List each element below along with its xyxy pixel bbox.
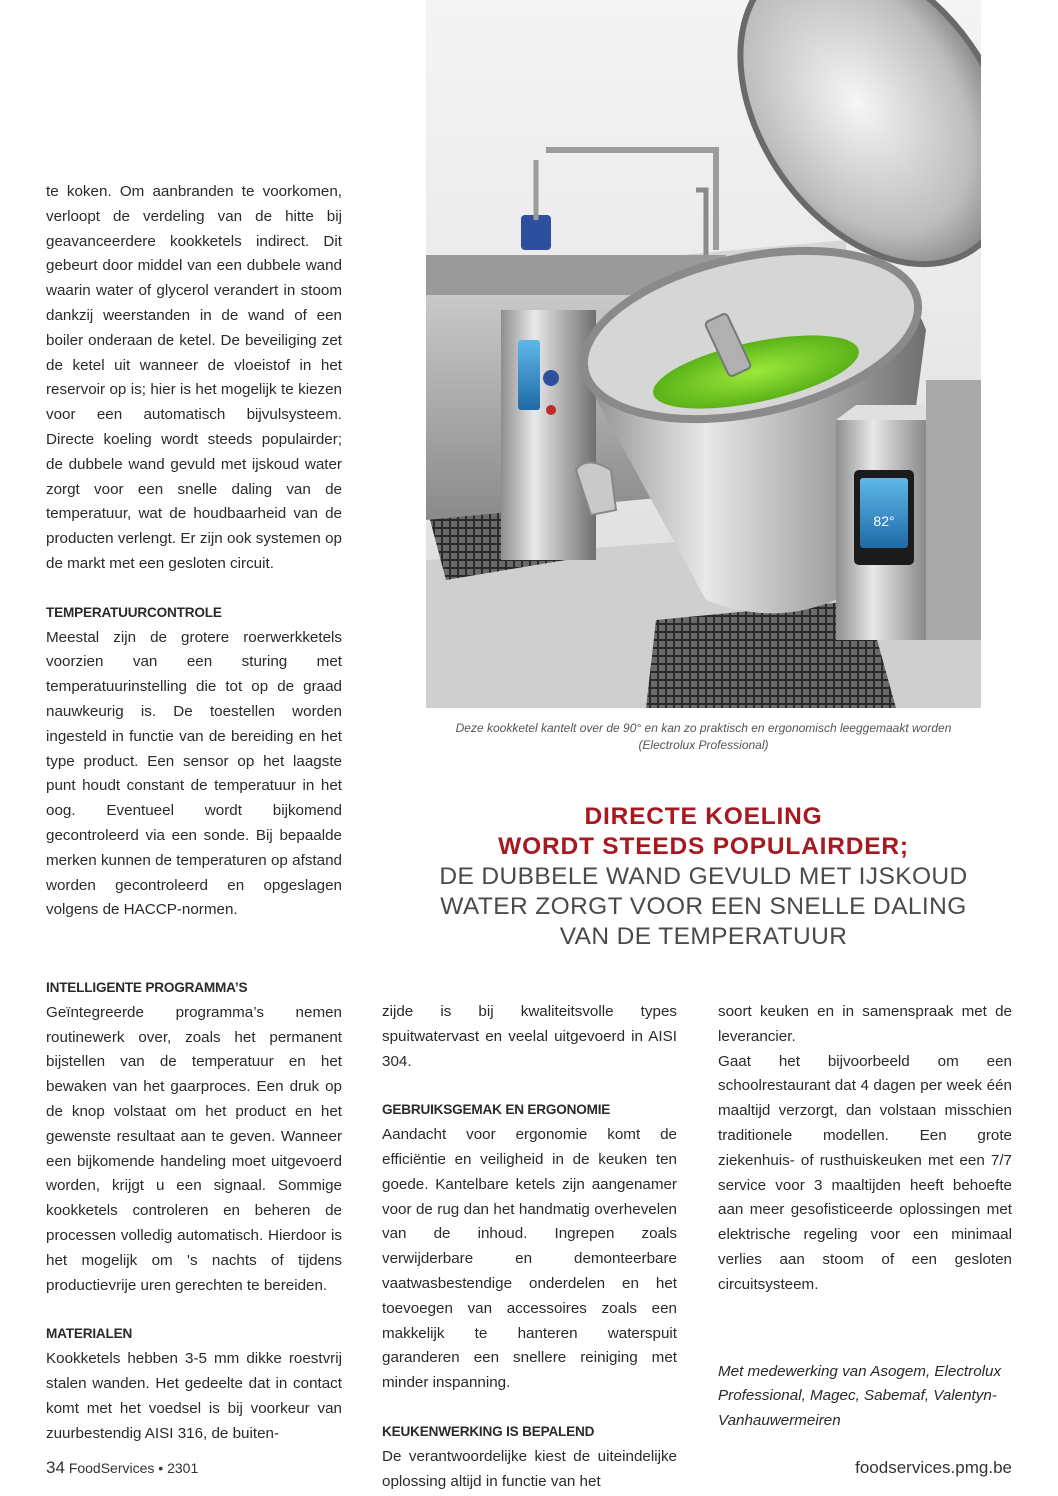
article-column-2: [382, 1000, 677, 1494]
pull-quote-line-5: VAN DE TEMPERATUUR: [559, 923, 848, 950]
paragraph-kitchen-continued: soort keuken en in samenspraak met de leverancier.: [718, 1003, 1012, 1045]
left-control-screen: [518, 340, 540, 410]
paragraph-heating: te koken. Om aanbranden te voorkomen, verloopt de verdeling van de hitte bij geavanceerdere kookketels indirect. Dit gebeurt door middel van een dubbele wand waarin water of glycerol verandert in stoom dankzij weerstanden in de wand of een boiler onderaan de ketel. De beveiliging zet de ketel uit wanneer de vloeistof in het reservoir op is; hier is het mogelijk te kiezen voor een automatisch bijvulsysteem. Directe koeling wordt steeds populairder; de dubbele wand gevuld met ijskoud water zorgt voor een snelle daling van de temperatuur, wat de houdbaarheid van de producten verlengt. Er zijn ook systemen op de markt met een gesloten circuit.: [46, 183, 342, 572]
heading-keukenwerking: KEUKENWERKING IS BEPALEND: [382, 1423, 595, 1439]
heading-intelligente-programmas: INTELLIGENTE PROGRAMMA’S: [46, 980, 248, 995]
pull-quote-line-3: DE DUBBELE WAND GEVULD MET IJSKOUD: [439, 863, 968, 890]
paragraph-temperature: Meestal zijn de grotere roerwerkketels voorzien van een sturing met temperatuurinstelling die tot op de graad nauwkeurig is. De toestellen worden ingesteld in functie van de bereiding en het type product. Een sensor op het laagste punt houdt constant de temperatuur in het oog. Eventueel wordt bijkomend gecontroleerd via een sonde. Bij bepaalde merken kunnen de temperaturen op afstand worden gecontroleerd en opgeslagen volgens de HACCP-normen.: [46, 628, 342, 919]
paragraph-materials: Kookketels hebben 3-5 mm dikke roestvrij stalen wanden. Het gedeelte dat in contact komt met het voedsel is bij voorkeur van zuurbestendig AISI 316, de buiten-: [46, 1350, 342, 1442]
pull-quote-line-2: WORDT STEEDS POPULAIRDER;: [498, 833, 909, 860]
footer-left: [46, 1457, 198, 1479]
credits: Met medewerking van Asogem, Electrolux Professional, Magec, Sabemaf, Valentyn-Vanhauwermeiren: [718, 1362, 1002, 1430]
pull-quote-line-4: WATER ZORGT VOOR EEN SNELLE DALING: [440, 893, 967, 920]
pull-quote-line-1: DIRECTE KOELING: [584, 803, 823, 830]
heading-temperatuurcontrole: TEMPERATUURCONTROLE: [46, 604, 222, 620]
photo-caption: Deze kookketel kantelt over de 90° en kan zo praktisch en ergonomisch leeggemaakt worden (Electrolux Professional): [455, 721, 952, 752]
article-column-3: [718, 1000, 1012, 1434]
paragraph-ergonomics: Aandacht voor ergonomie komt de efficiëntie en veiligheid in de keuken ten goede. Kantelbare ketels zijn aangenamer voor de rug dan het handmatig overhevelen van de inhoud. Ingrepen zoals verwijderbare en demonteerbare vaatwasbestendige onderdelen en het toevoegen van accessoires zoals een makkelijk te hanteren waterspuit garanderen een snellere reiniging met minder inspanning.: [382, 1126, 677, 1392]
heading-materialen: MATERIALEN: [46, 1326, 133, 1342]
screen-temperature-readout: 82°: [873, 513, 895, 529]
magazine-issue: FoodServices • 2301: [68, 1460, 199, 1476]
paragraph-materials-continued: zijde is bij kwaliteitsvolle types spuitwatervast en veelal uitgevoerd in AISI 304.: [382, 1003, 677, 1070]
paragraph-kitchen: De verantwoordelijke kiest de uiteindelijke oplossing altijd in functie van het: [382, 1447, 677, 1490]
heading-gebruiksgemak: GEBRUIKSGEMAK EN ERGONOMIE: [382, 1102, 611, 1118]
kettle-photo: [426, 0, 981, 708]
article-column-1-bottom: [46, 976, 342, 1446]
paragraph-programs: Geïntegreerde programma’s nemen routinewerk over, zoals het permanent bijstellen van de temperatuur en het bewaken van het gaarproces. Een druk op de knop volstaat om het product en het gewenste resultaat aan te geven. Wanneer een bijkomende handeling moet uitgevoerd worden, krijgt u een signaal. Sommige kookketels controleren en beheren de processen volledig automatisch. Hierdoor is het mogelijk om 's nachts of tijdens productievrije uren gerechten te bereiden.: [46, 1003, 342, 1294]
paragraph-examples: Gaat het bijvoorbeeld om een schoolrestaurant dat 4 dagen per week één maaltijd verzorgt, dan volstaan misschien traditionele modellen. Een grote ziekenhuis- of rusthuiskeuken met een 7/7 service voor 3 maaltijden heeft behoefte aan meer gesofisticeerde oplossingen met elektrische regeling voor een minimaal verlies aan stoom of een gesloten circuitsysteem.: [718, 1052, 1012, 1293]
pull-quote: [426, 802, 981, 952]
page-number: 34: [46, 1458, 65, 1477]
website-link[interactable]: foodservices.pmg.be: [855, 1458, 1012, 1477]
article-column-1: [46, 180, 342, 923]
